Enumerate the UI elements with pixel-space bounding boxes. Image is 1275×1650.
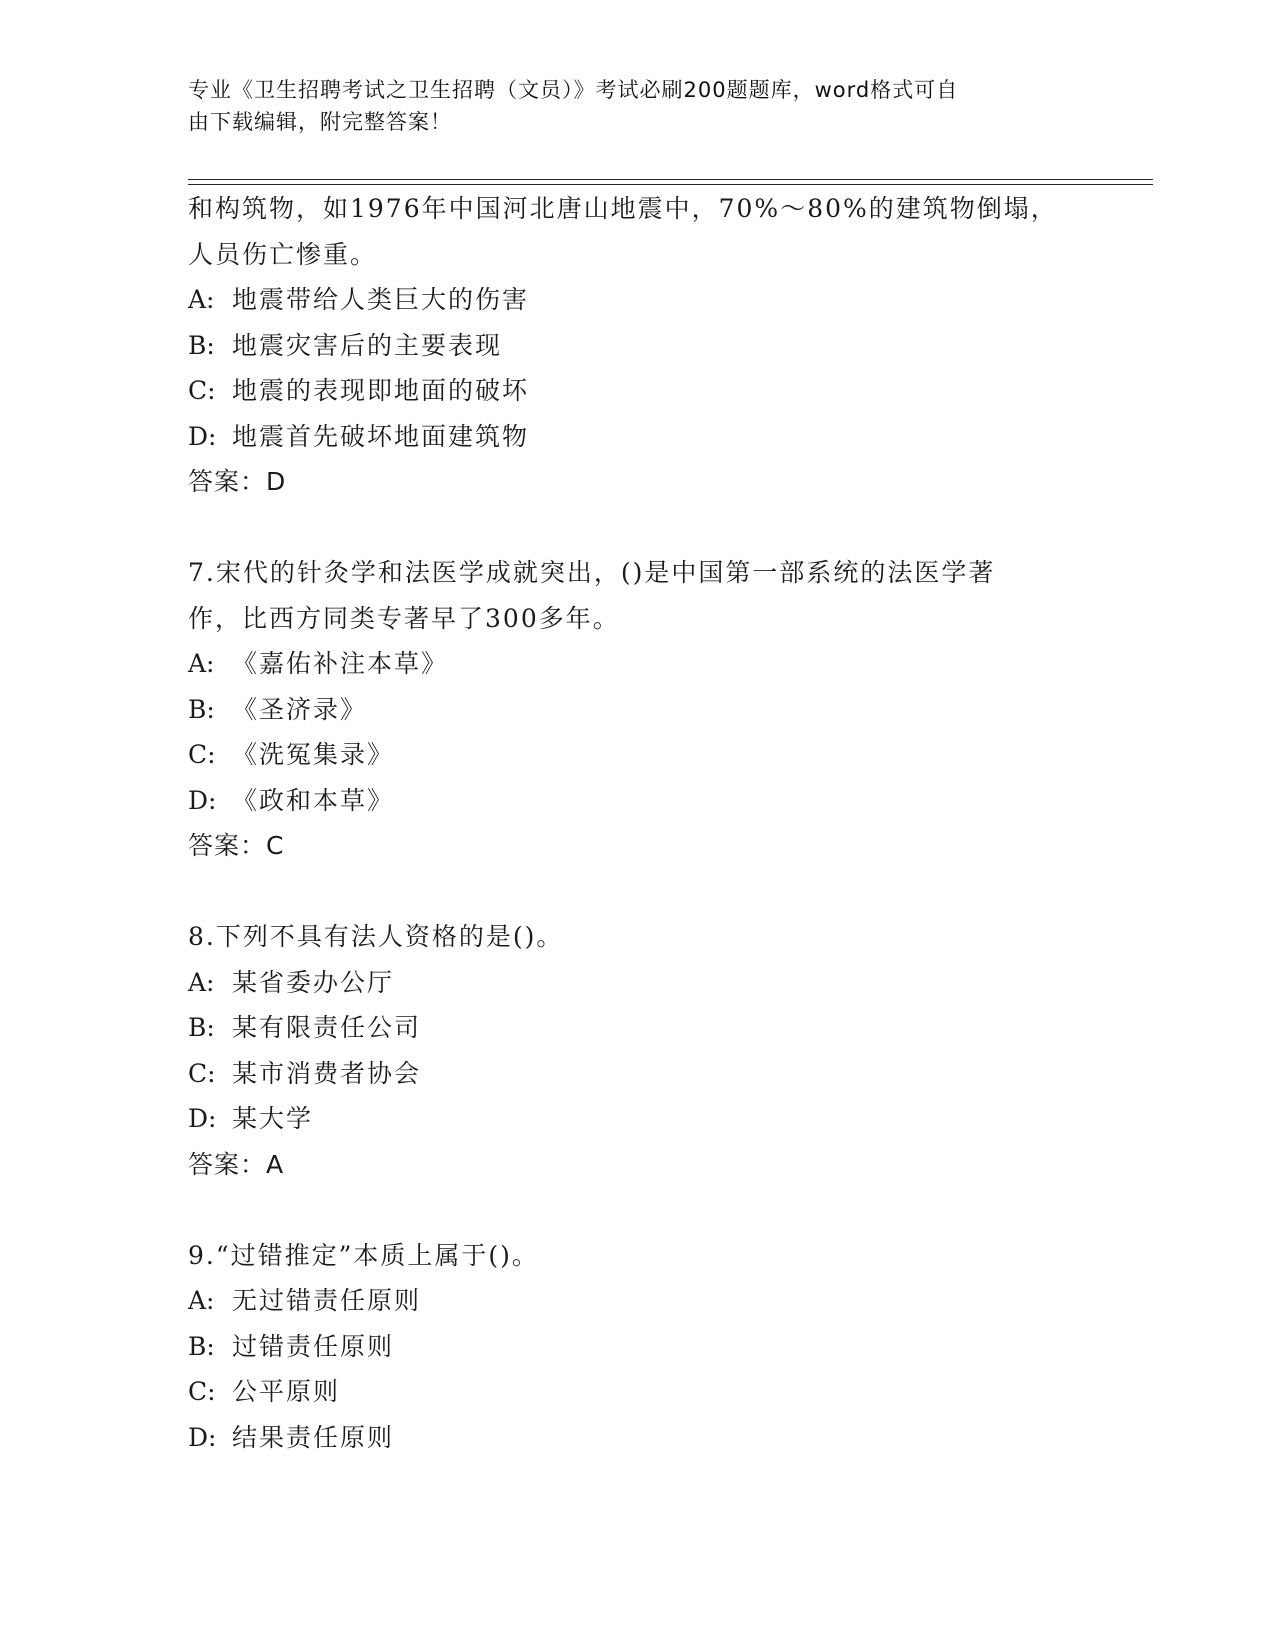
question-text-line: 8.下列不具有法人资格的是()。 [188, 922, 564, 951]
option-d [188, 414, 1068, 460]
answer-line: 答案：A [188, 1149, 285, 1179]
header-line-1: 专业《卫生招聘考试之卫生招聘（文员）》考试必刷200题题库，word格式可自 [188, 78, 959, 102]
header-rule-bottom [188, 184, 1153, 185]
question-text-line: 作，比西方同类专著早了300多年。 [188, 603, 620, 633]
option-a [188, 960, 1068, 1006]
option-letter: B: [188, 1331, 215, 1361]
option-letter: B: [188, 694, 215, 724]
question-7 [188, 550, 1068, 869]
option-c [188, 368, 1068, 414]
option-text: 地震带给人类巨大的伤害 [232, 285, 530, 314]
option-letter: C: [188, 1058, 216, 1088]
option-a [188, 277, 1068, 323]
option-letter: A: [188, 967, 215, 997]
question-9 [188, 1233, 1068, 1461]
page-header [188, 74, 1068, 138]
option-text: 某大学 [232, 1104, 314, 1133]
option-d [188, 1096, 1068, 1142]
option-text: 过错责任原则 [232, 1331, 395, 1361]
question-text-line: 7.宋代的针灸学和法医学成就突出，()是中国第一部系统的法医学著 [188, 558, 996, 587]
option-letter: B: [188, 330, 215, 360]
option-letter: A: [188, 1286, 215, 1315]
option-letter: B: [188, 1013, 215, 1042]
option-text: 《洗冤集录》 [232, 740, 395, 769]
option-letter: D: [188, 1422, 217, 1452]
spacer [188, 505, 1068, 551]
option-text: 某市消费者协会 [232, 1058, 422, 1088]
option-c [188, 732, 1068, 778]
option-letter: C: [188, 1377, 216, 1406]
option-letter: C: [188, 740, 216, 769]
option-b [188, 323, 1068, 369]
option-text: 公平原则 [232, 1377, 341, 1406]
header-rule-top [188, 179, 1153, 180]
option-c [188, 1369, 1068, 1415]
spacer [188, 869, 1068, 915]
option-a [188, 641, 1068, 687]
option-letter: A: [188, 649, 215, 678]
option-b [188, 687, 1068, 733]
question-text-line: 9.“过错推定”本质上属于()。 [188, 1240, 539, 1270]
option-text: 《嘉佑补注本草》 [232, 649, 449, 678]
option-b [188, 1005, 1068, 1051]
spacer [188, 1187, 1068, 1233]
option-text: 《政和本草》 [232, 785, 395, 815]
option-text: 结果责任原则 [232, 1422, 395, 1452]
option-text: 地震的表现即地面的破坏 [232, 376, 530, 405]
question-text-line: 人员伤亡惨重。 [188, 239, 378, 269]
option-text: 《圣济录》 [232, 694, 368, 724]
option-d [188, 1415, 1068, 1461]
option-text: 地震首先破坏地面建筑物 [232, 421, 530, 451]
page-content [188, 186, 1068, 1460]
option-letter: D: [188, 785, 217, 815]
option-d [188, 778, 1068, 824]
option-letter: C: [188, 376, 216, 405]
option-letter: A: [188, 285, 215, 314]
option-text: 地震灾害后的主要表现 [232, 330, 503, 360]
question-text-line: 和构筑物，如1976年中国河北唐山地震中，70%～80%的建筑物倒塌， [188, 194, 1058, 223]
option-letter: D: [188, 1104, 217, 1133]
answer-line: 答案：D [188, 467, 287, 496]
question-6-continued [188, 186, 1068, 505]
option-text: 无过错责任原则 [232, 1286, 422, 1315]
option-text: 某有限责任公司 [232, 1013, 422, 1042]
option-b [188, 1324, 1068, 1370]
option-letter: D: [188, 421, 217, 451]
option-text: 某省委办公厅 [232, 967, 395, 997]
option-a [188, 1278, 1068, 1324]
answer-line: 答案：C [188, 831, 285, 860]
option-c [188, 1051, 1068, 1097]
question-8 [188, 914, 1068, 1187]
header-line-2: 由下载编辑，附完整答案！ [188, 110, 452, 134]
